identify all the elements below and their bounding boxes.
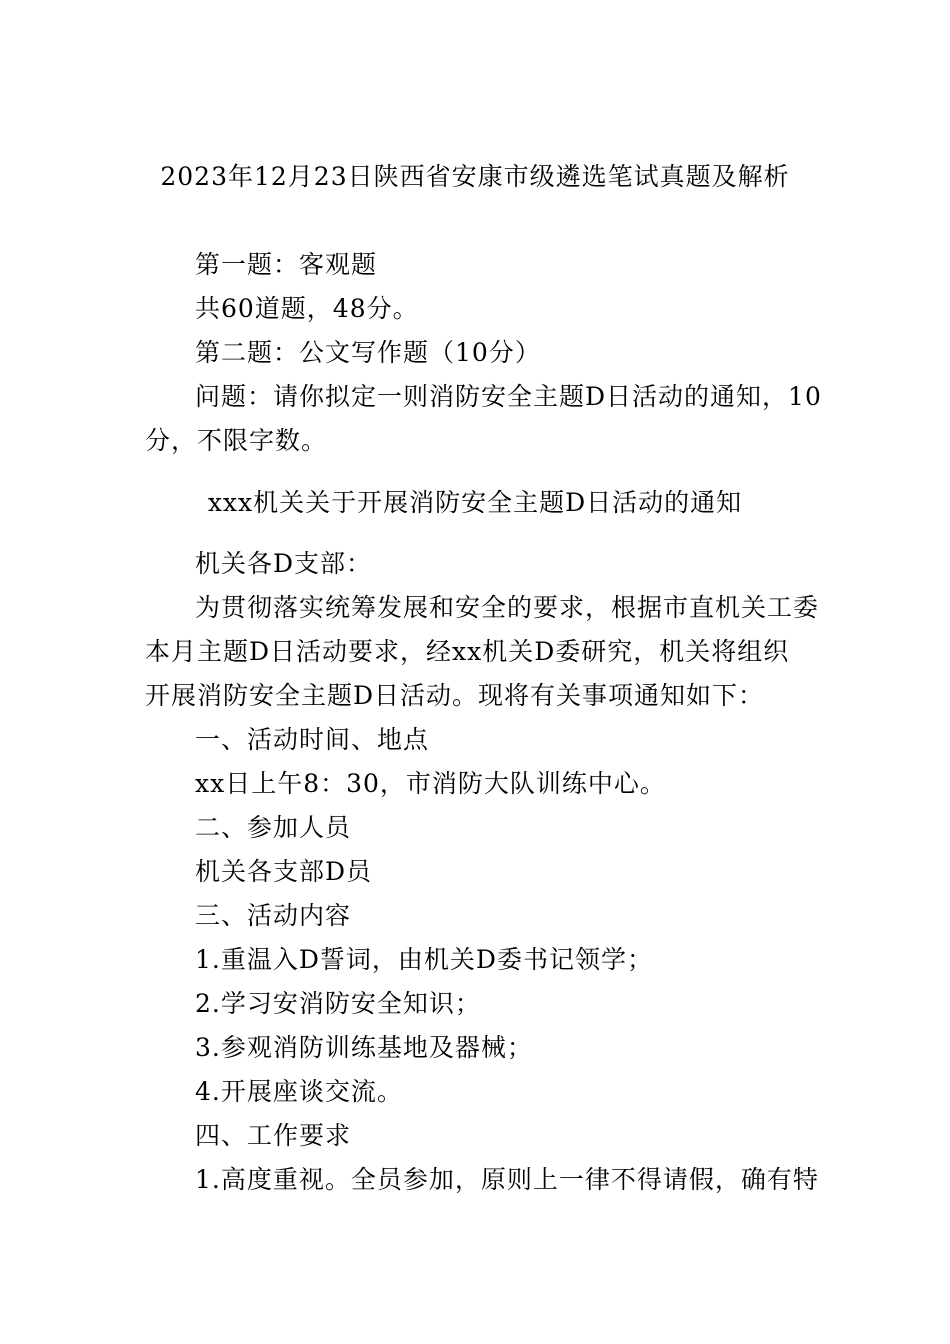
activity-item-3: 3.参观消防训练基地及器械； <box>195 1033 533 1062</box>
activity-item-1: 1.重温入D誓词，由机关D委书记领学； <box>195 945 653 974</box>
document-title: 2023年12月23日陕西省安康市级遴选笔试真题及解析 <box>160 162 790 191</box>
heading-participants: 二、参加人员 <box>195 813 352 842</box>
question-line-2: 分，不限字数。 <box>145 426 328 455</box>
participants-detail: 机关各支部D员 <box>195 857 373 886</box>
section-one-heading: 第一题：客观题 <box>195 250 378 279</box>
notice-paragraph-line-3: 开展消防安全主题D日活动。现将有关事项通知如下： <box>145 681 765 710</box>
notice-title: xxx机关关于开展消防安全主题D日活动的通知 <box>207 488 743 517</box>
section-one-detail: 共60道题，48分。 <box>195 294 419 323</box>
question-line-1: 问题：请你拟定一则消防安全主题D日活动的通知，10 <box>195 382 822 411</box>
notice-paragraph-line-2: 本月主题D日活动要求，经xx机关D委研究，机关将组织 <box>145 637 790 666</box>
heading-work-requirements: 四、工作要求 <box>195 1121 352 1150</box>
heading-activity-content: 三、活动内容 <box>195 901 352 930</box>
activity-item-2: 2.学习安消防安全知识； <box>195 989 481 1018</box>
requirement-item-1: 1.高度重视。全员参加，原则上一律不得请假，确有特 <box>195 1165 819 1194</box>
heading-time-place: 一、活动时间、地点 <box>195 725 430 754</box>
section-two-heading: 第二题：公文写作题（10分） <box>195 338 541 367</box>
time-place-detail: xx日上午8：30，市消防大队训练中心。 <box>195 769 666 798</box>
notice-addressee: 机关各D支部： <box>195 549 373 578</box>
activity-item-4: 4.开展座谈交流。 <box>195 1077 403 1106</box>
notice-paragraph-line-1: 为贯彻落实统筹发展和安全的要求，根据市直机关工委 <box>195 593 820 622</box>
